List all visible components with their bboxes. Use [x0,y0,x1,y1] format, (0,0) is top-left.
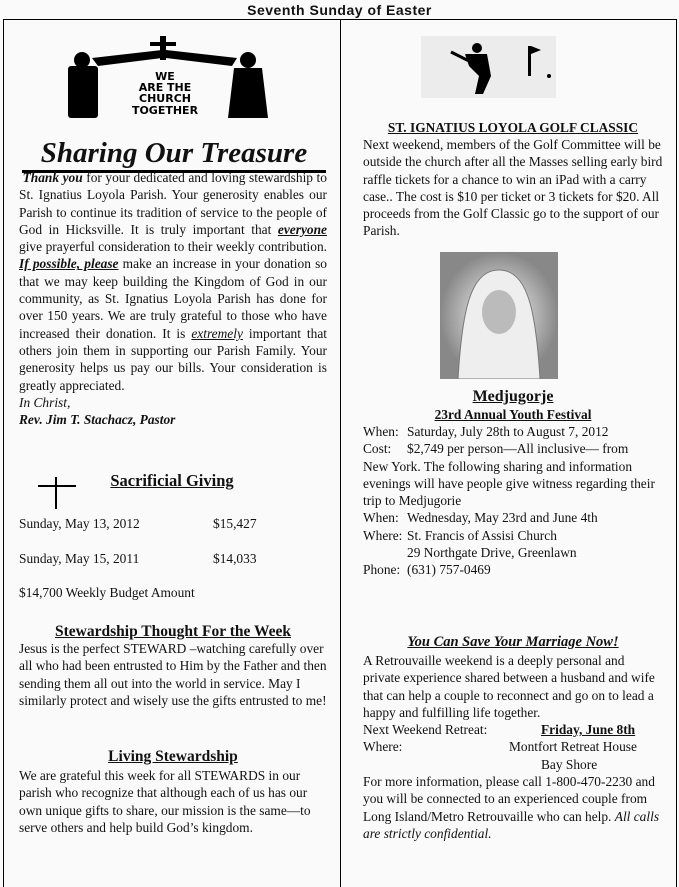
letter-text: give prayerful consideration to their weekly contribution. [19,239,327,255]
label: Next Weekend Retreat: [363,722,488,738]
value: (631) 757-0469 [407,562,491,578]
svg-text:TOGETHER: TOGETHER [131,104,199,117]
thank-you-lead: Thank you [22,170,83,185]
value: Wednesday, May 23rd and June 4th [407,510,598,526]
letter-text: for your dedicated and loving stewardship to St. Ignatius Loyola Parish. Your generosity enables our Parish to continue its tradition of service to the people of God in Hicksville. It is truly important that [19,170,327,237]
svg-text:CHURCH: CHURCH [139,92,191,105]
giving-date: Sunday, May 13, 2012 [19,516,140,531]
giving-date: Sunday, May 15, 2011 [19,551,140,566]
value: Montfort Retreat House [509,739,637,755]
giving-amount: $15,427 [213,516,257,531]
marriage-info: For more information, please call 1-800-470-2230 and you will be connected to an experienced couple from Long Island/Metro Retrouvaille who can help. [363,774,655,824]
label: Cost: [363,441,392,457]
label: When: [363,424,399,439]
value: Saturday, July 28th to August 7, 2012 [407,424,609,439]
column-divider [340,20,341,887]
medjugorje-title: Medjugorje [472,388,554,405]
sacrificial-giving-title: Sacrificial Giving [110,471,234,490]
sharing-treasure-title: Sharing Our Treasure [22,136,326,173]
emphasis: extremely [191,325,243,341]
giving-row [19,515,327,532]
label: Where: [363,739,403,755]
svg-text:ARE THE: ARE THE [138,81,192,94]
label: Phone: [363,562,401,578]
church-together-logo [62,36,272,120]
medjugorje-details [363,423,663,579]
emphasis: If possible, please [19,256,119,272]
mary-image [440,252,558,379]
giving-amount: $14,033 [213,551,257,566]
value: Friday, June 8th [541,722,636,738]
medjugorje-text: New York. The following sharing and information evenings will have people give witness regarding their trip to Medjugorie [363,458,655,509]
marriage-text: A Retrouvaille weekend is a deeply personal and private experience shared between a husband and wife that can help a couple to reconnect and go on to lead a happy and fulfilling life together. [363,653,655,720]
label: When: [363,510,399,526]
budget-amount: $14,700 Weekly Budget Amount [19,585,195,600]
treasure-letter [19,169,327,428]
value: $2,749 per person—All inclusive— from [407,441,629,457]
youth-festival-subtitle: 23rd Annual Youth Festival [434,407,592,422]
giving-row [19,550,327,567]
closing: In Christ, [19,394,71,410]
page-header: Seventh Sunday of Easter [247,2,432,18]
marriage-details [363,652,663,842]
stewardship-thought-text: Jesus is the perfect STEWARD –watching carefully over all who had been entrusted to Him by the Father and then sending them all out into the world in service. May I similarly protect and wisely use the gifts entrusted to me! [19,641,327,708]
value: Bay Shore [541,756,598,772]
svg-text:WE: WE [155,70,175,83]
golf-image [421,36,556,98]
label: Where: [363,527,403,543]
letter-text: make an increase in your donation so that we may keep building the Kingdom of God in our community, as St. Ignatius Loyola Parish has done for over 150 years. We are truly grateful to those who have increased their donation. It is [19,256,327,341]
golf-classic-text: Next weekend, members of the Golf Committee will be outside the church after all the Masses selling early bird raffle tickets for a chance to win an iPad with a carry case.. The cost is $10 per ticket or 3 tickets for $20. All proceeds from the Golf Classic go to the support of our Parish. [363,137,663,239]
value: 29 Northgate Drive, Greenlawn [407,545,577,561]
living-stewardship-title: Living Stewardship [108,748,238,765]
letter-text: important that others join them in supporting our Parish Family. Your generosity helps us pay our bills. Your consideration is greatly appreciated. [19,325,328,393]
value: St. Francis of Assisi Church [407,527,557,543]
cross-icon [38,477,76,509]
signature: Rev. Jim T. Stachacz, Pastor [19,412,176,428]
marriage-title: You Can Save Your Marriage Now! [407,634,619,650]
stewardship-thought-title: Stewardship Thought For the Week [55,623,291,640]
living-stewardship-text: We are grateful this week for all STEWARDS in our parish who recognize that although each of us has our own unique gifts to share, our mission is the same—to serve others and help build God’s kingdom. [19,768,311,835]
golf-classic-title: ST. IGNATIUS LOYOLA GOLF CLASSIC [387,120,639,135]
confidential-note: All calls are strictly confidential. [363,808,660,841]
emphasis: everyone [277,221,327,237]
